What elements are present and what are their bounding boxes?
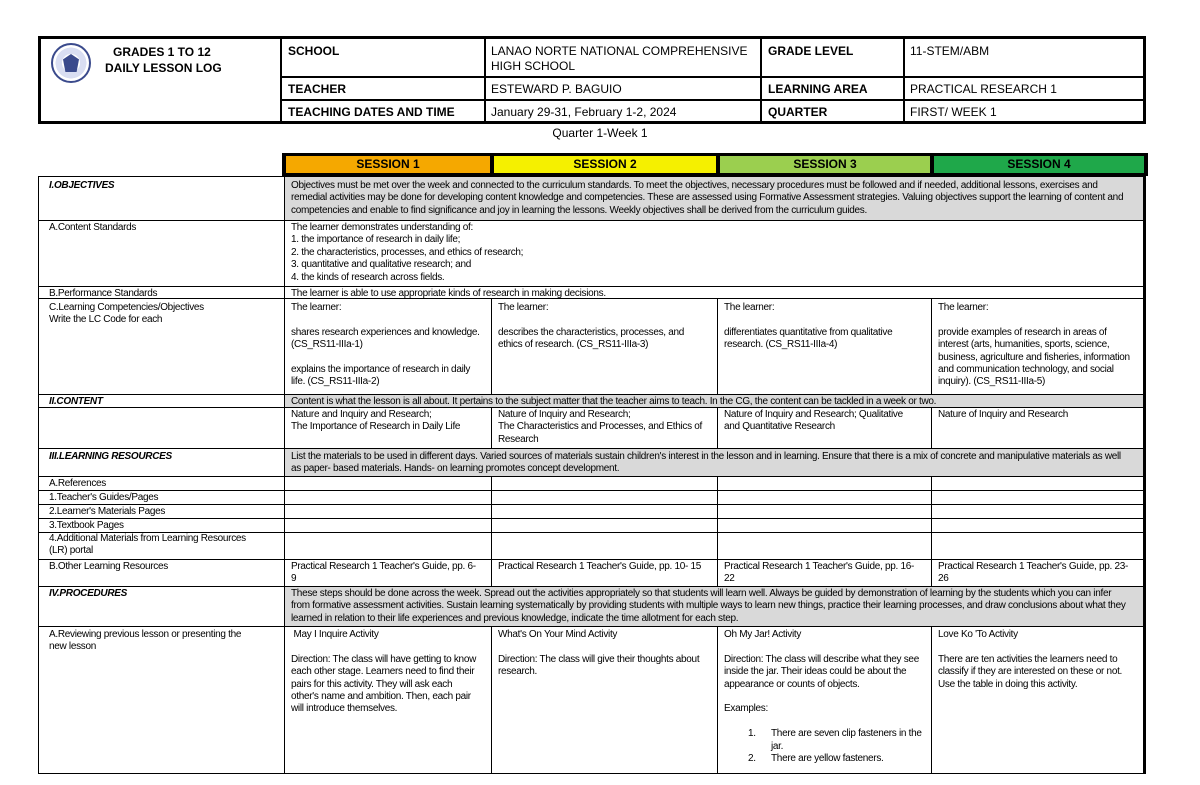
content-standards-text: The learner demonstrates understanding of: 1. the importance of research in daily life; 2. the characteristics, processes, and ethics of research; 3. quantitative and qualitative research; and 4. the kinds of research across fields.: [291, 222, 524, 283]
competencies-session-4: The learner: provide examples of research in areas of interest (arts, humanities, sports, science, business, agriculture and fisheries, information and communication technology, and social inquiry). (CS_RS11-IIIa-5): [938, 302, 1130, 388]
other-resources-session-3: Practical Research 1 Teacher's Guide, pp. 16- 22: [724, 561, 914, 585]
grade-level-label: GRADE LEVEL: [768, 44, 854, 58]
teacher-value: ESTEWARD P. BAGUIO: [491, 82, 622, 96]
competencies-session-1: The learner: shares research experiences and knowledge. (CS_RS11-IIIa-1) explains the importance of research in daily life. (CS_RS11-IIIa-2): [291, 302, 480, 388]
teachers-guide-label: 1.Teacher's Guides/Pages: [49, 492, 159, 503]
school-value-line2: HIGH SCHOOL: [491, 59, 576, 73]
school-value-line1: LANAO NORTE NATIONAL COMPREHENSIVE: [491, 44, 748, 58]
lesson-log-table: [38, 176, 1146, 774]
doc-title-line2: DAILY LESSON LOG: [105, 61, 222, 75]
competencies-session-2: The learner: describes the characteristics, processes, and ethics of research. (CS_RS11-IIIa-3): [498, 302, 685, 351]
dates-value: January 29-31, February 1-2, 2024: [491, 105, 677, 119]
procedures-text: These steps should be done across the week. Spread out the activities appropriately so that students will learn well. Always be guided by demonstration of learning by the students which you can infer from formative assessment activities. Sustain learning systematically by providing students with multiple ways to learn new things, practice their learning processes, and draw conclusions about what they learned in relation to their life experiences and previous knowledge, indicate the time allotment for each step.: [291, 588, 1126, 624]
content-label: II.CONTENT: [49, 396, 103, 407]
content-text: Content is what the lesson is all about. It pertains to the subject matter that the teacher aims to teach. In the CG, the content can be tackled in a week or two.: [291, 396, 937, 407]
performance-standards-text: The learner is able to use appropriate kinds of research in making decisions.: [291, 288, 606, 299]
other-resources-session-4: Practical Research 1 Teacher's Guide, pp. 23- 26: [938, 561, 1128, 585]
other-resources-label: B.Other Learning Resources: [49, 561, 168, 572]
header-table: [38, 36, 1146, 124]
review-lesson-label: A.Reviewing previous lesson or presenting the new lesson: [49, 629, 242, 653]
objectives-label: I.OBJECTIVES: [49, 180, 115, 191]
quarter-week-subtitle: Quarter 1-Week 1: [552, 126, 648, 140]
session-4-header: SESSION 4: [934, 156, 1144, 173]
session-2-header: SESSION 2: [494, 156, 716, 173]
review-session-2: What's On Your Mind Activity Direction: The class will give their thoughts about research.: [498, 629, 700, 678]
content-session-2: Nature of Inquiry and Research; The Characteristics and Processes, and Ethics of Research: [498, 409, 703, 445]
review-session-1: May I Inquire Activity Direction: The class will have getting to know each other stage. Learners need to find their pairs for this activity. They will ask each other's name and ambition. Then, each pair will introduce themselves.: [291, 629, 476, 715]
other-resources-session-1: Practical Research 1 Teacher's Guide, pp. 6- 9: [291, 561, 476, 585]
competencies-session-3: The learner: differentiates quantitative from qualitative research. (CS_RS11-IIIa-4): [724, 302, 893, 351]
textbook-pages-label: 3.Textbook Pages: [49, 520, 124, 531]
performance-standards-label: B.Performance Standards: [49, 288, 158, 299]
learning-area-label: LEARNING AREA: [768, 82, 868, 96]
quarter-label: QUARTER: [768, 105, 828, 119]
competencies-label: C.Learning Competencies/Objectives Write the LC Code for each: [49, 302, 204, 326]
dates-label: TEACHING DATES AND TIME: [288, 105, 455, 119]
school-label: SCHOOL: [288, 44, 340, 58]
doc-title-line1: GRADES 1 TO 12: [113, 45, 211, 59]
references-label: A.References: [49, 478, 106, 489]
learning-resources-text: List the materials to be used in different days. Varied sources of materials sustain children's interest in the lesson and in learning. Ensure that there is a mix of concrete and manipulative materials as well as paper- based materials. Hands- on learning promotes concept development.: [291, 451, 1121, 475]
content-session-1: Nature and Inquiry and Research; The Importance of Research in Daily Life: [291, 409, 461, 433]
procedures-label: IV.PROCEDURES: [49, 588, 127, 599]
content-session-4: Nature of Inquiry and Research: [938, 409, 1068, 420]
grade-level-value: 11-STEM/ABM: [910, 44, 990, 58]
list-item: 1. There are seven clip fasteners in the: [748, 728, 922, 740]
learning-area-value: PRACTICAL RESEARCH 1: [910, 82, 1057, 96]
learning-resources-label: III.LEARNING RESOURCES: [49, 451, 172, 462]
review-session-4: Love Ko 'To Activity There are ten activities the learners need to classify if they are interested on these or not. Use the table in doing this activity.: [938, 629, 1123, 690]
content-session-3: Nature of Inquiry and Research; Qualitative and Quantitative Research: [724, 409, 903, 433]
session-1-header: SESSION 1: [286, 156, 490, 173]
review-session-3: Oh My Jar! Activity Direction: The class will describe what they see inside the jar. Their ideas could be about the appearance or counts of objects. Examples: 1. There are seven clip fasteners in the jar. 2. There are yellow fasteners.: [724, 629, 927, 765]
list-item: 2. There are yellow fasteners.: [748, 753, 884, 765]
additional-materials-label: 4.Additional Materials from Learning Resources (LR) portal: [49, 533, 246, 557]
deped-seal-icon: [51, 43, 91, 83]
session-3-header: SESSION 3: [720, 156, 930, 173]
quarter-value: FIRST/ WEEK 1: [910, 105, 997, 119]
other-resources-session-2: Practical Research 1 Teacher's Guide, pp. 10- 15: [498, 561, 701, 572]
session-header-bar: [282, 153, 1148, 176]
content-standards-label: A.Content Standards: [49, 222, 137, 233]
objectives-text: Objectives must be met over the week and connected to the curriculum standards. To meet the objectives, necessary procedures must be followed and if needed, additional lessons, exercises and remedial activities may be done for developing content knowledge and competencies. These are assessed using Formative Assessment strategies. Valuing objectives support the learning of content and competencies and enable to find significance and joy in learning the lessons. Weekly objectives shall be derived from the curriculum guides.: [291, 180, 1124, 216]
learners-materials-label: 2.Learner's Materials Pages: [49, 506, 166, 517]
teacher-label: TEACHER: [288, 82, 347, 96]
list-item: jar.: [771, 740, 784, 752]
